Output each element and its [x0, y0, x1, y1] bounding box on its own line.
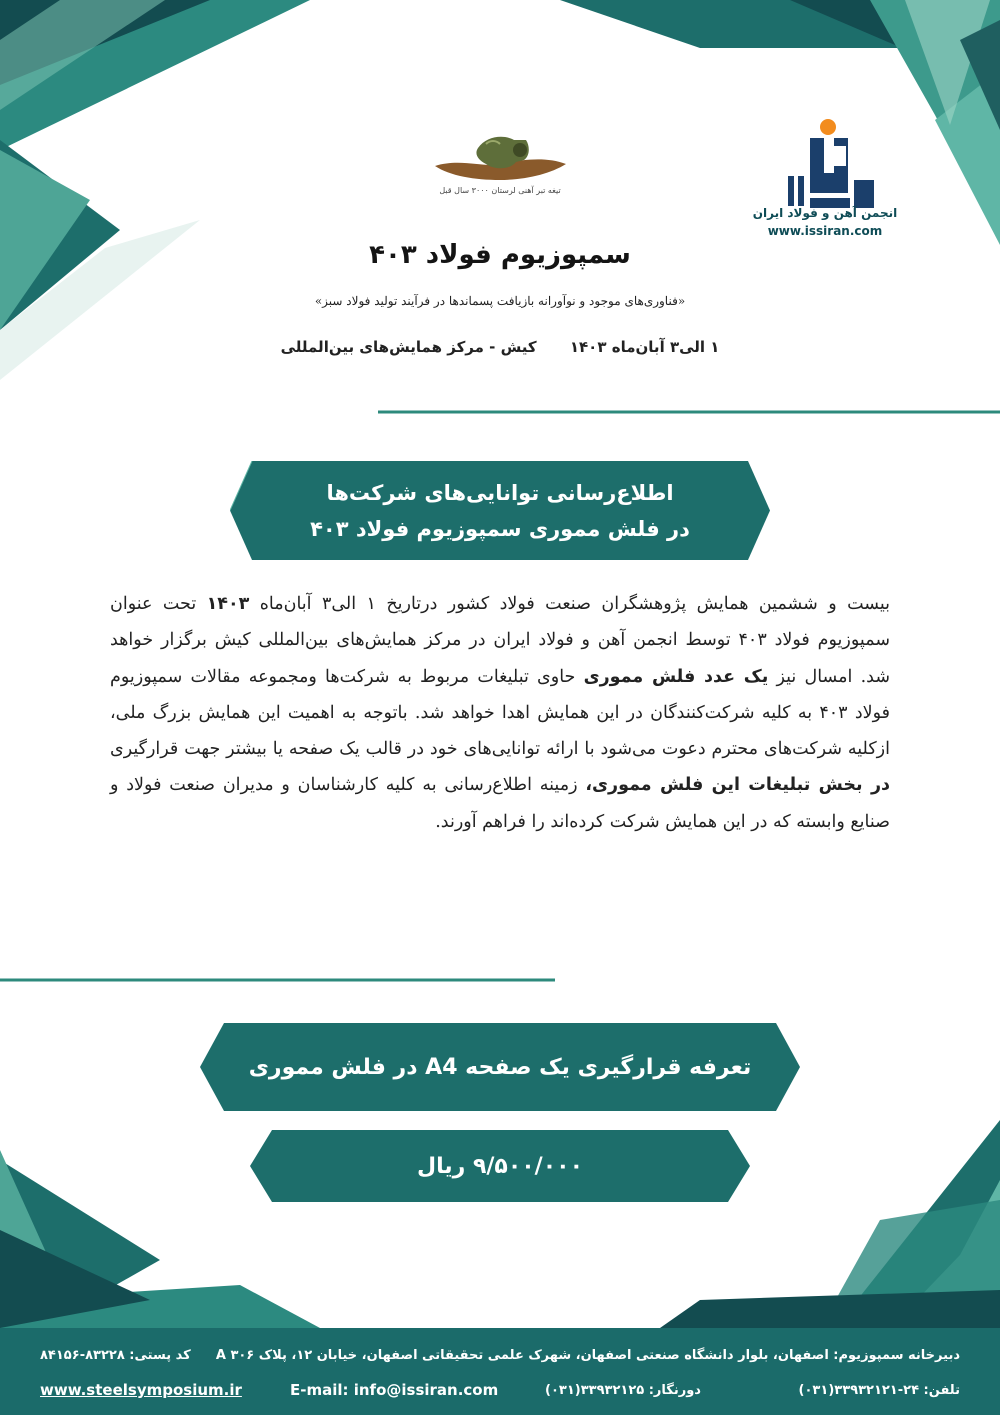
page-title: سمپوزیوم فولاد ۴۰۳	[369, 240, 631, 270]
footer-fax: دورنگار: ۳۳۹۳۲۱۲۵(۰۳۱)	[545, 1383, 701, 1398]
footer-phone: تلفن: ۲۴-۳۳۹۳۲۱۲۱(۰۳۱)	[798, 1383, 960, 1398]
tariff-title: تعرفه قرارگیری یک صفحه A4 در فلش مموری	[248, 1054, 752, 1080]
banner-line-2: در فلش مموری سمپوزیوم فولاد ۴۰۳	[310, 516, 690, 541]
body-bold-flash: یک عدد فلش مموری	[583, 666, 769, 687]
footer-website[interactable]: www.steelsymposium.ir	[40, 1381, 242, 1399]
body-text-2: تحت عنوان سمپوزیوم فولاد ۴۰۳ توسط انجمن آهن و فولاد ایران در مرکز همایش‌های بین‌المللی کیش برگزار خواهد شد. امسال نیز	[110, 594, 890, 687]
banner-line-1: اطلاع‌رسانی توانایی‌های شرکت‌ها	[326, 480, 674, 505]
logo-name: انجمن آهن و فولاد ایران	[752, 206, 898, 220]
body-bold-ads: در بخش تبلیغات این فلش مموری،	[585, 775, 890, 796]
footer-postal: کد پستی: ۸۳۲۲۸-۸۴۱۵۶	[40, 1348, 191, 1363]
event-venue: کیش - مرکز همایش‌های بین‌المللی	[280, 338, 537, 356]
body-text-1: بیست و ششمین همایش پژوهشگران صنعت فولاد کشور درتاریخ ۱ الی۳ آبان‌ماه	[249, 594, 891, 614]
body-bold-year: ۱۴۰۳	[206, 594, 250, 614]
price-value: ۹/۵۰۰/۰۰۰ ریال	[417, 1153, 584, 1179]
banner-announcement	[230, 461, 770, 560]
date-venue-line	[200, 338, 800, 356]
logo-url[interactable]: www.issiran.com	[767, 224, 883, 238]
footer	[0, 1328, 1000, 1415]
emblem-caption: تیغه تبر آهنی لرستان ۳۰۰۰ سال قبل	[439, 186, 561, 195]
footer-email[interactable]: E-mail: info@issiran.com	[290, 1381, 499, 1399]
body-text-3: حاوی تبلیغات مربوط به شرکت‌ها ومجموعه مقالات سمپوزیوم فولاد ۴۰۳ به کلیه شرکت‌کنندگان در این همایش اهدا خواهد شد. باتوجه به اهمیت این همایش بزرگ ملی، ازکلیه شرکت‌های محترم دعوت می‌شود با ارائه توانایی‌های خود در قالب یک صفحه یا بیشتر جهت قرارگیری	[110, 666, 890, 760]
body-paragraph	[110, 586, 890, 840]
subtitle: «فناوری‌های موجود و نوآورانه بازیافت پسماندها در فرآیند تولید فولاد سبز»	[314, 294, 686, 308]
body-text-4: زمینه اطلاع‌رسانی به کلیه کارشناسان و مدیران صنعت فولاد و صنایع وابسته که در این همایش شرکت کرده‌اند را فراهم آورند.	[110, 775, 890, 832]
footer-address: دبیرخانه سمپوزیوم: اصفهان، بلوار دانشگاه صنعتی اصفهان، شهرک علمی تحقیقاتی اصفهان، خیابان ۱۲، پلاک ۳۰۶ A	[215, 1348, 960, 1363]
event-date: ۱ الی۳ آبان‌ماه ۱۴۰۳	[569, 338, 720, 356]
